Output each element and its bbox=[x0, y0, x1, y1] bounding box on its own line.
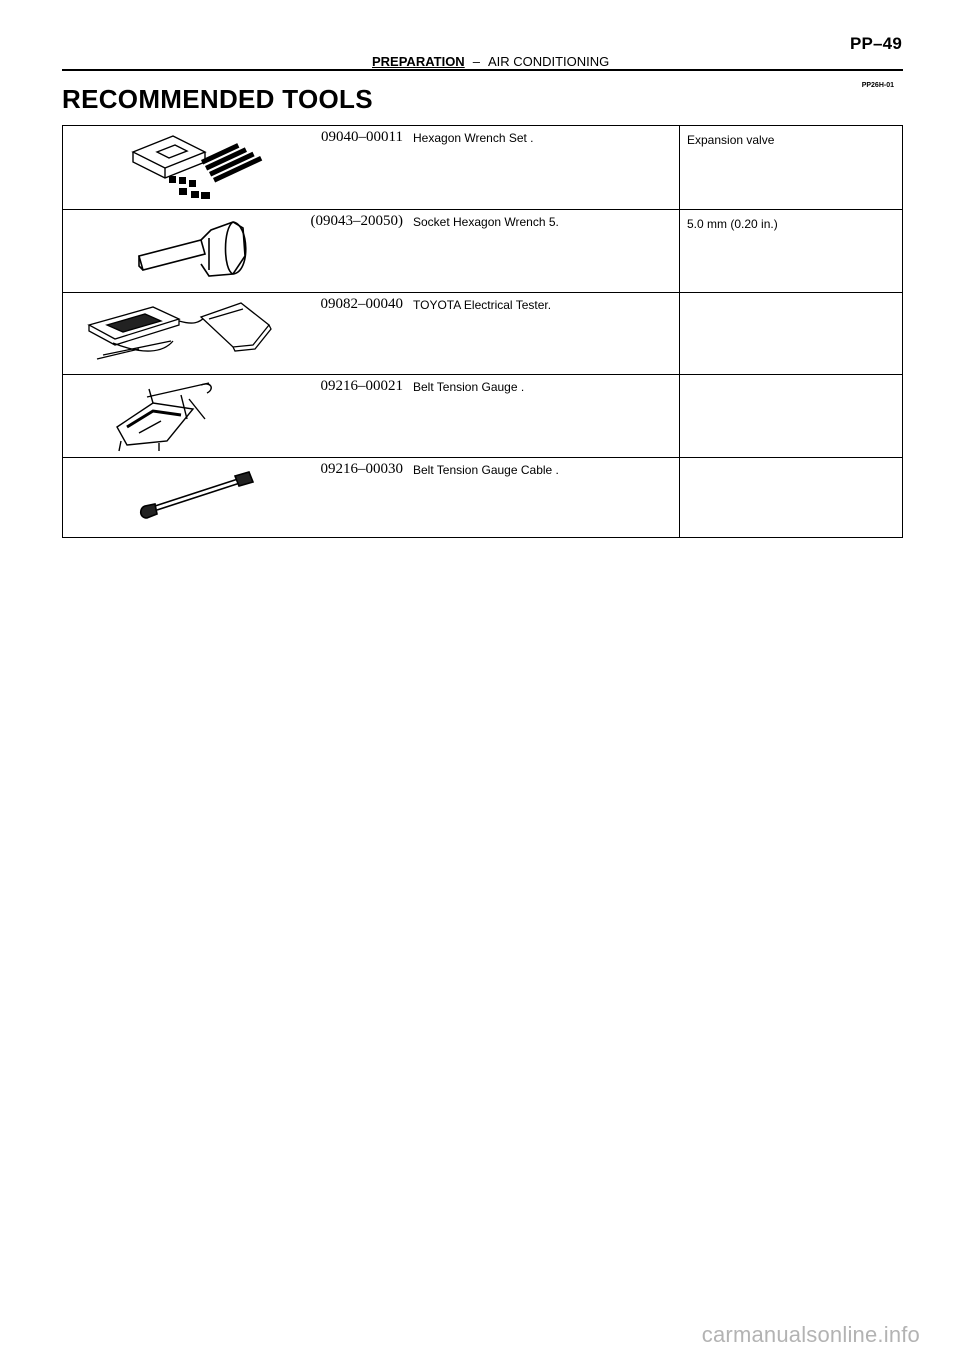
tool-row bbox=[63, 292, 902, 374]
tool-part-number: 09216–00030 bbox=[320, 461, 403, 477]
belt-tension-gauge-cable-icon bbox=[83, 462, 303, 536]
tool-name: Belt Tension Gauge Cable . bbox=[413, 463, 559, 477]
tools-table bbox=[62, 125, 903, 538]
head-separator: – bbox=[472, 54, 480, 69]
tool-name: Hexagon Wrench Set . bbox=[413, 131, 534, 145]
tool-name: Socket Hexagon Wrench 5. bbox=[413, 215, 559, 229]
tool-note: Expansion valve bbox=[687, 133, 775, 147]
tool-name: TOYOTA Electrical Tester. bbox=[413, 298, 552, 312]
electrical-tester-icon bbox=[83, 297, 303, 371]
socket-hexagon-wrench-icon bbox=[83, 214, 303, 288]
tool-part-number: (09043–20050) bbox=[310, 213, 403, 229]
doc-code: PP26H-01 bbox=[861, 82, 894, 89]
belt-tension-gauge-icon bbox=[83, 379, 303, 453]
header-rule bbox=[62, 69, 903, 71]
tool-part-number: 09082–00040 bbox=[320, 296, 403, 312]
tool-row bbox=[63, 457, 902, 539]
tool-row bbox=[63, 126, 902, 209]
watermark: carmanualsonline.info bbox=[701, 1322, 920, 1347]
tool-row bbox=[63, 209, 902, 292]
subsection-name: AIR CONDITIONING bbox=[487, 54, 610, 69]
page-number: PP–49 bbox=[849, 34, 902, 53]
hexagon-wrench-set-icon bbox=[83, 130, 303, 204]
running-head bbox=[372, 54, 609, 69]
page-title: RECOMMENDED TOOLS bbox=[62, 84, 373, 114]
tool-part-number: 09216–00021 bbox=[320, 378, 403, 394]
tool-part-number: 09040–00011 bbox=[321, 129, 403, 145]
tool-name: Belt Tension Gauge . bbox=[413, 380, 525, 394]
section-name: PREPARATION bbox=[372, 54, 465, 69]
tool-row bbox=[63, 374, 902, 457]
tool-note: 5.0 mm (0.20 in.) bbox=[687, 217, 778, 231]
